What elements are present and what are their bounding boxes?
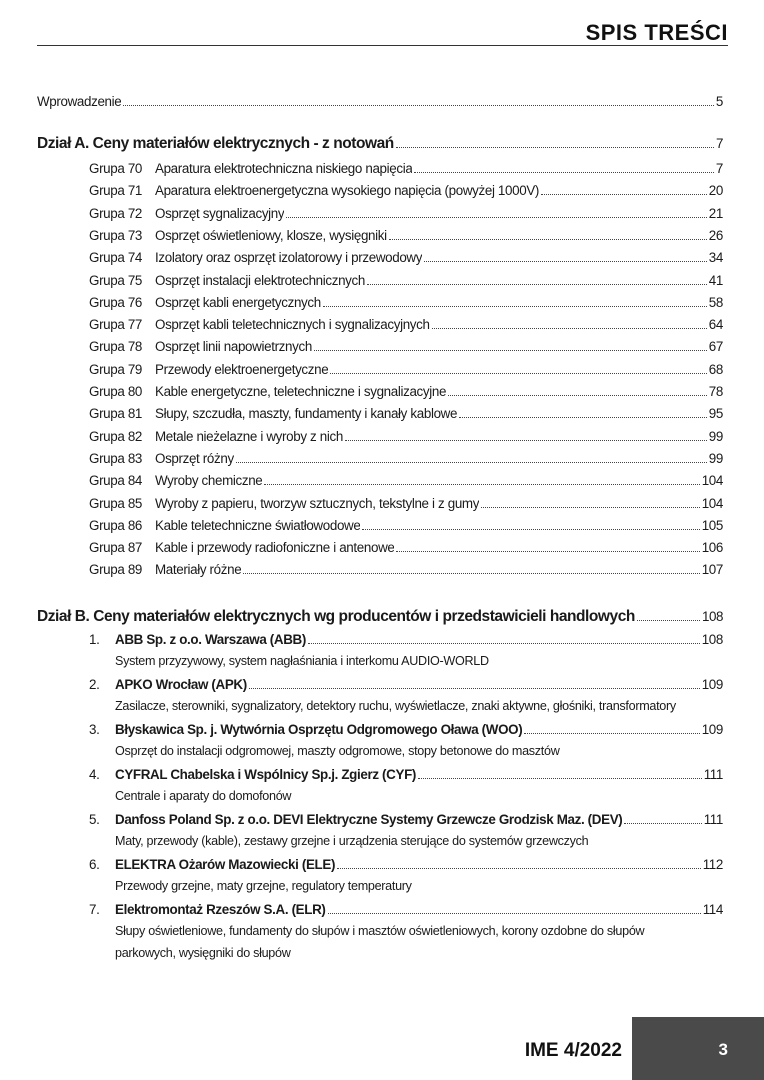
toc-entry-group[interactable] [37, 295, 723, 310]
group-page: 107 [701, 562, 723, 578]
section-b-heading[interactable] [37, 608, 723, 626]
toc-entry-group[interactable] [37, 540, 723, 555]
dot-leader [424, 261, 707, 262]
group-label: Materiały różne [155, 562, 242, 578]
producer-name: Elektromontaż Rzeszów S.A. (ELR) [115, 902, 326, 917]
group-label: Osprzęt instalacji elektrotechnicznych [155, 272, 365, 288]
dot-leader [432, 328, 707, 329]
section-page: 108 [702, 609, 723, 624]
producer-description: Centrale i aparaty do domofonów [115, 789, 292, 803]
dot-leader [345, 440, 707, 441]
producer-name: APKO Wrocław (APK) [115, 677, 247, 692]
group-label: Kable teletechniczne światłowodowe [155, 517, 361, 533]
group-number: Grupa 83 [89, 450, 143, 466]
group-page: 104 [701, 495, 723, 511]
dot-leader [123, 105, 714, 106]
group-page: 20 [708, 183, 723, 199]
group-number: Grupa 78 [89, 339, 143, 355]
group-page: 68 [708, 361, 723, 377]
header-divider [37, 45, 728, 46]
group-page: 21 [708, 205, 723, 221]
group-page: 41 [708, 272, 723, 288]
dot-leader [314, 350, 707, 351]
toc-entry-producer[interactable] [37, 857, 723, 872]
group-label: Aparatura elektroenergetyczna wysokiego napięcia (powyżej 1000V) [155, 183, 540, 199]
group-number: Grupa 84 [89, 473, 143, 489]
group-label: Osprzęt oświetleniowy, klosze, wysięgniki [155, 227, 387, 243]
producer-index: 4. [89, 767, 100, 782]
toc-entry-producer[interactable] [37, 677, 723, 692]
dot-leader [236, 462, 707, 463]
page-number: 3 [718, 1040, 728, 1059]
group-number: Grupa 74 [89, 250, 143, 266]
producer-index: 7. [89, 902, 100, 917]
group-page: 78 [708, 384, 723, 399]
group-number: Grupa 76 [89, 294, 143, 310]
toc-entry-group[interactable] [37, 339, 723, 354]
group-number: Grupa 70 [89, 161, 143, 176]
toc-entry-producer[interactable] [37, 632, 723, 647]
toc-entry-group[interactable] [37, 273, 723, 288]
group-number: Grupa 86 [89, 517, 143, 533]
section-a-heading[interactable] [37, 135, 723, 153]
group-label: Osprzęt kabli energetycznych [155, 294, 321, 310]
dot-leader [414, 172, 713, 173]
group-number: Grupa 87 [89, 540, 143, 556]
page-number-box [632, 1017, 764, 1080]
dot-leader [396, 147, 714, 148]
producer-description: Osprzęt do instalacji odgromowej, maszty odgromowe, stopy betonowe do masztów [115, 744, 560, 758]
dot-leader [541, 194, 707, 195]
group-label: Kable i przewody radiofoniczne i antenowe [155, 540, 395, 556]
group-label: Osprzęt kabli teletechnicznych i sygnalizacyjnych [155, 317, 430, 333]
group-label: Wyroby z papieru, tworzyw sztucznych, tekstylne i z gumy [155, 495, 480, 511]
producer-page: 109 [701, 722, 723, 737]
producer-page: 108 [701, 632, 723, 647]
toc-entry-group[interactable] [37, 250, 723, 265]
group-number: Grupa 85 [89, 495, 143, 511]
group-page: 99 [708, 428, 723, 444]
dot-leader [448, 395, 707, 396]
group-label: Kable energetyczne, teletechniczne i sygnalizacyjne [155, 384, 447, 399]
dot-leader [418, 778, 702, 779]
toc-entry-group[interactable] [37, 362, 723, 377]
toc-entry-group[interactable] [37, 496, 723, 511]
group-label: Słupy, szczudła, maszty, fundamenty i kanały kablowe [155, 406, 458, 422]
group-page: 26 [708, 227, 723, 243]
group-label: Izolatory oraz osprzęt izolatorowy i przewodowy [155, 250, 423, 266]
group-number: Grupa 75 [89, 272, 143, 288]
group-page: 95 [708, 406, 723, 422]
producer-index: 3. [89, 722, 100, 737]
group-label: Aparatura elektrotechniczna niskiego napięcia [155, 161, 413, 176]
group-number: Grupa 72 [89, 205, 143, 221]
group-page: 105 [701, 517, 723, 533]
toc-entry-producer[interactable] [37, 767, 723, 782]
section-title: Dział A. Ceny materiałów elektrycznych - z notowań [37, 135, 394, 152]
toc-entry-group[interactable] [37, 562, 723, 577]
producer-description: Zasilacze, sterowniki, sygnalizatory, detektory ruchu, wyświetlacze, znaki aktywne, głośniki, transformatory [115, 699, 676, 713]
toc-entry-group[interactable] [37, 228, 723, 243]
dot-leader [323, 306, 707, 307]
group-number: Grupa 77 [89, 317, 143, 333]
toc-entry-group[interactable] [37, 406, 723, 421]
producer-page: 112 [702, 857, 723, 872]
group-label: Osprzęt sygnalizacyjny [155, 205, 285, 221]
dot-leader [481, 507, 700, 508]
toc-entry-intro[interactable] [37, 94, 723, 109]
dot-leader [328, 913, 701, 914]
producer-description: Przewody grzejne, maty grzejne, regulatory temperatury [115, 879, 412, 893]
group-page: 99 [708, 450, 723, 466]
producer-description: System przyzywowy, system nagłaśniania i interkomu AUDIO-WORLD [115, 654, 489, 668]
toc-entry-group[interactable] [37, 473, 723, 488]
group-number: Grupa 71 [89, 183, 143, 199]
dot-leader [286, 217, 707, 218]
group-number: Grupa 79 [89, 361, 143, 377]
toc-entry-group[interactable] [37, 206, 723, 221]
toc-entry-group[interactable] [37, 429, 723, 444]
toc-entry-producer[interactable] [37, 902, 723, 917]
group-label: Wyroby chemiczne [155, 473, 263, 489]
group-page: 34 [708, 250, 723, 266]
dot-leader [362, 529, 699, 530]
dot-leader [264, 484, 699, 485]
producer-page: 109 [701, 677, 723, 692]
group-page: 7 [715, 161, 723, 176]
section-page: 7 [716, 136, 723, 151]
toc-entry-group[interactable] [37, 451, 723, 466]
toc-entry-group[interactable] [37, 384, 723, 399]
producer-description: Słupy oświetleniowe, fundamenty do słupów i masztów oświetleniowych, korony ozdobne do słupów [115, 924, 645, 938]
dot-leader [337, 868, 701, 869]
toc-entry-producer[interactable] [37, 812, 723, 827]
producer-name: ELEKTRA Ożarów Mazowiecki (ELE) [115, 857, 336, 872]
dot-leader [330, 373, 706, 374]
dot-leader [396, 551, 699, 552]
producer-name: Błyskawica Sp. j. Wytwórnia Osprzętu Odgromowego Oława (WOO) [115, 722, 523, 737]
toc-entry-group[interactable] [37, 161, 723, 176]
producer-description: parkowych, wysięgniki do słupów [115, 946, 291, 960]
toc-entry-group[interactable] [37, 183, 723, 198]
toc-entry-group[interactable] [37, 518, 723, 533]
producer-name: CYFRAL Chabelska i Wspólnicy Sp.j. Zgierz (CYF) [115, 767, 417, 782]
section-title: Dział B. Ceny materiałów elektrycznych wg producentów i przedstawicieli handlowych [37, 608, 635, 625]
toc-entry-label: Wprowadzenie [37, 94, 122, 109]
dot-leader [249, 688, 700, 689]
group-number: Grupa 80 [89, 384, 143, 399]
dot-leader [624, 823, 701, 824]
group-label: Osprzęt różny [155, 450, 234, 466]
group-label: Osprzęt linii napowietrznych [155, 339, 312, 355]
group-number: Grupa 82 [89, 428, 143, 444]
dot-leader [459, 417, 707, 418]
toc-entry-producer[interactable] [37, 722, 723, 737]
producer-page: 111 [703, 812, 723, 827]
producer-name: Danfoss Poland Sp. z o.o. DEVI Elektryczne Systemy Grzewcze Grodzisk Maz. (DEV) [115, 812, 623, 827]
issue-label: IME 4/2022 [524, 1040, 622, 1061]
dot-leader [637, 620, 700, 621]
dot-leader [524, 733, 699, 734]
group-page: 104 [701, 473, 723, 489]
producer-description: Maty, przewody (kable), zestawy grzejne i urządzenia sterujące do systemów grzewczych [115, 834, 589, 848]
toc-entry-group[interactable] [37, 317, 723, 332]
dot-leader [389, 239, 707, 240]
group-page: 64 [708, 317, 723, 333]
dot-leader [243, 573, 699, 574]
producer-page: 111 [703, 767, 723, 782]
group-page: 67 [708, 339, 723, 355]
group-number: Grupa 81 [89, 406, 143, 422]
producer-index: 5. [89, 812, 100, 827]
dot-leader [367, 284, 707, 285]
toc-entry-page: 5 [715, 94, 723, 109]
producer-name: ABB Sp. z o.o. Warszawa (ABB) [115, 632, 306, 647]
group-page: 106 [701, 540, 723, 556]
producer-index: 6. [89, 857, 100, 872]
producer-index: 1. [89, 632, 100, 647]
group-number: Grupa 89 [89, 562, 143, 578]
producer-index: 2. [89, 677, 100, 692]
producer-page: 114 [702, 902, 723, 917]
page-title: SPIS TREŚCI [585, 20, 728, 45]
group-number: Grupa 73 [89, 227, 143, 243]
group-label: Metale nieżelazne i wyroby z nich [155, 428, 343, 444]
dot-leader [308, 643, 700, 644]
group-page: 58 [708, 294, 723, 310]
group-label: Przewody elektroenergetyczne [155, 361, 329, 377]
